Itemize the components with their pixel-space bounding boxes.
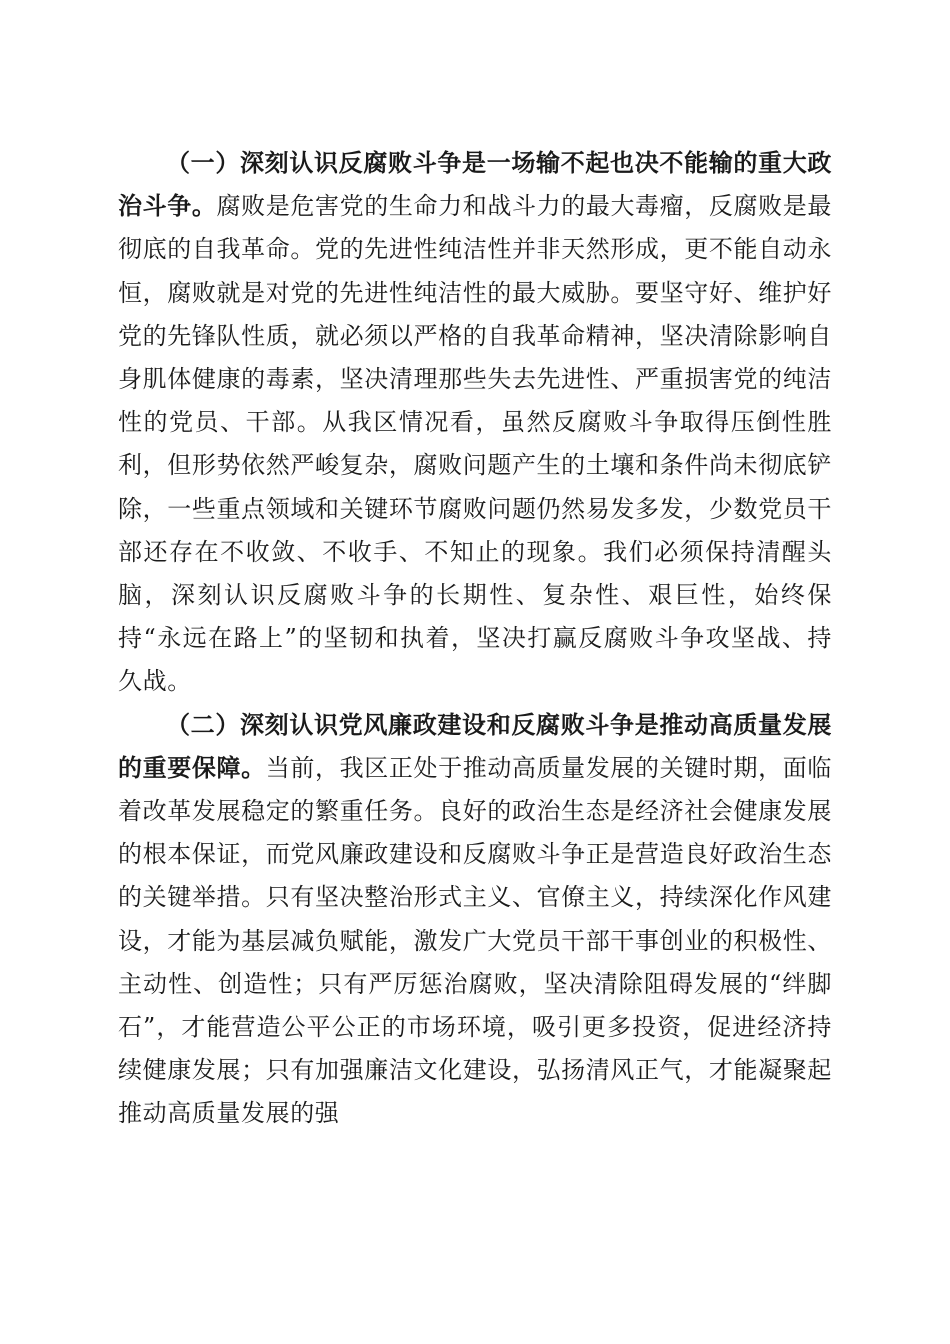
document-page — [118, 142, 832, 1136]
paragraph-1-body: 腐败是危害党的生命力和战斗力的最大毒瘤，反腐败是最彻底的自我革命。党的先进性纯洁性并非天然形成，更不能自动永恒，腐败就是对党的先进性纯洁性的最大威胁。要坚守好、维护好党的先锋队性质，就必须以严格的自我革命精神，坚决清除影响自身肌体健康的毒素，坚决清理那些失去先进性、严重损害党的纯洁性的党员、干部。从我区情况看，虽然反腐败斗争取得压倒性胜利，但形势依然严峻复杂，腐败问题产生的土壤和条件尚未彻底铲除，一些重点领域和关键环节腐败问题仍然易发多发，少数党员干部还存在不收敛、不收手、不知止的现象。我们必须保持清醒头脑，深刻认识反腐败斗争的长期性、复杂性、艰巨性，始终保持“永远在路上”的坚韧和执着，坚决打赢反腐败斗争攻坚战、持久战。 — [118, 192, 833, 696]
paragraph-1-heading: （一）深刻认识反腐败斗争是一场输不起也决不能输的重大政治斗争。 — [118, 149, 832, 221]
paragraph-2 — [118, 704, 832, 1136]
paragraph-2-body: 当前，我区正处于推动高质量发展的关键时期，面临着改革发展稳定的繁重任务。良好的政治生态是经济社会健康发展的根本保证，而党风廉政建设和反腐败斗争正是营造良好政治生态的关键举措。只有坚决整治形式主义、官僚主义，持续深化作风建设，才能为基层减负赋能，激发广大党员干部干事创业的积极性、主动性、创造性；只有严厉惩治腐败，坚决清除阻碍发展的“绊脚石”，才能营造公平公正的市场环境，吸引更多投资，促进经济持续健康发展；只有加强廉洁文化建设，弘扬清风正气，才能凝聚起推动高质量发展的强 — [118, 753, 832, 1128]
paragraph-1 — [118, 142, 832, 704]
paragraph-2-heading: （二）深刻认识党风廉政建设和反腐败斗争是推动高质量发展的重要保障。 — [118, 710, 832, 782]
